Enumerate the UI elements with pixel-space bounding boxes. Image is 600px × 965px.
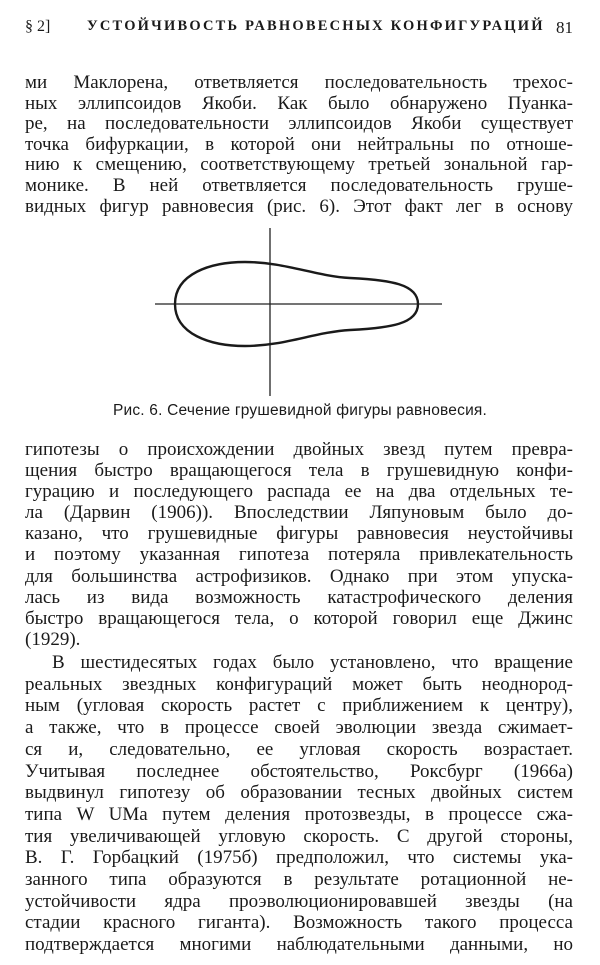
text-line: быстро вращающегося тела, о которой говорил еще Джинс: [25, 607, 573, 629]
paragraph-2: [25, 439, 573, 650]
text-line: В. Г. Горбацкий (1975б) предположил, что системы ука-: [25, 847, 573, 869]
text-line: лась из вида возможность катастрофического деления: [25, 586, 573, 608]
text-line: стадии красного гиганта). Возможность такого процесса: [25, 912, 573, 934]
text-line: (1929).: [25, 628, 81, 650]
paragraph-1: [25, 73, 573, 217]
text-line: В шестидесятых годах было установлено, что вращение: [52, 652, 573, 673]
text-line: нию к смещению, соответствующему третьей зональной гар-: [25, 154, 573, 176]
text-line: ным (угловая скорость растет с приближением к центру),: [25, 695, 573, 717]
text-line: реальных звездных конфигураций может быть неоднород-: [25, 673, 573, 695]
paragraph-3: [25, 652, 573, 956]
text-line: видных фигур равновесия (рис. 6). Этот факт лег в основу: [25, 195, 573, 217]
text-line: монике. В ней ответвляется последовательность груше-: [25, 174, 573, 196]
running-title: УСТОЙЧИВОСТЬ РАВНОВЕСНЫХ КОНФИГУРАЦИЙ: [87, 18, 545, 34]
text-line: гипотезы о происхождении двойных звезд путем превра-: [25, 439, 573, 460]
text-line: ся и, следовательно, ее угловая скорость возрастает.: [25, 738, 573, 760]
text-line: и поэтому указанная гипотеза потеряла привлекательность: [25, 544, 573, 566]
pear-figure-diagram: [150, 226, 450, 398]
text-line: подтверждается многими наблюдательными данными, но: [25, 934, 573, 956]
text-line: щения быстро вращающегося тела в грушевидную конфи-: [25, 460, 573, 482]
text-line: гурацию и последующего распада ее на два отдельных те-: [25, 481, 573, 503]
section-number: § 2]: [25, 18, 51, 35]
text-line: ми Маклорена, ответвляется последовательность трехос-: [25, 72, 573, 93]
text-line: ре, на последовательности эллипсоидов Якоби существует: [25, 113, 573, 135]
page-number: 81: [556, 18, 573, 37]
text-line: ла (Дарвин (1906)). Впоследствии Ляпуновым было до-: [25, 502, 573, 524]
text-line: типа W UMa путем деления протозвезды, в процессе сжа-: [25, 803, 573, 825]
text-line: казано, что грушевидные фигуры равновесия неустойчивы: [25, 523, 573, 545]
text-line: занного типа образуются в результате ротационной не-: [25, 869, 573, 891]
text-line: ных эллипсоидов Якоби. Как было обнаружено Пуанка-: [25, 92, 573, 114]
running-header: [25, 18, 573, 42]
figure-caption: Рис. 6. Сечение грушевидной фигуры равновесия.: [112, 402, 488, 419]
text-line: устойчивости ядра проэволюционировавшей звезды (на: [25, 890, 573, 912]
text-line: тия увеличивающей угловую скорость. С другой стороны,: [25, 825, 573, 847]
text-line: выдвинул гипотезу об образовании тесных двойных систем: [25, 782, 573, 804]
text-line: а также, что в процессе своей эволюции звезда сжимает-: [25, 717, 573, 739]
text-line: для большинства астрофизиков. Однако при этом упуска-: [25, 565, 573, 587]
text-line: точка бифуркации, в которой они нейтральны по отноше-: [25, 133, 573, 155]
text-line: Учитывая последнее обстоятельство, Роксбург (1966а): [25, 760, 573, 782]
